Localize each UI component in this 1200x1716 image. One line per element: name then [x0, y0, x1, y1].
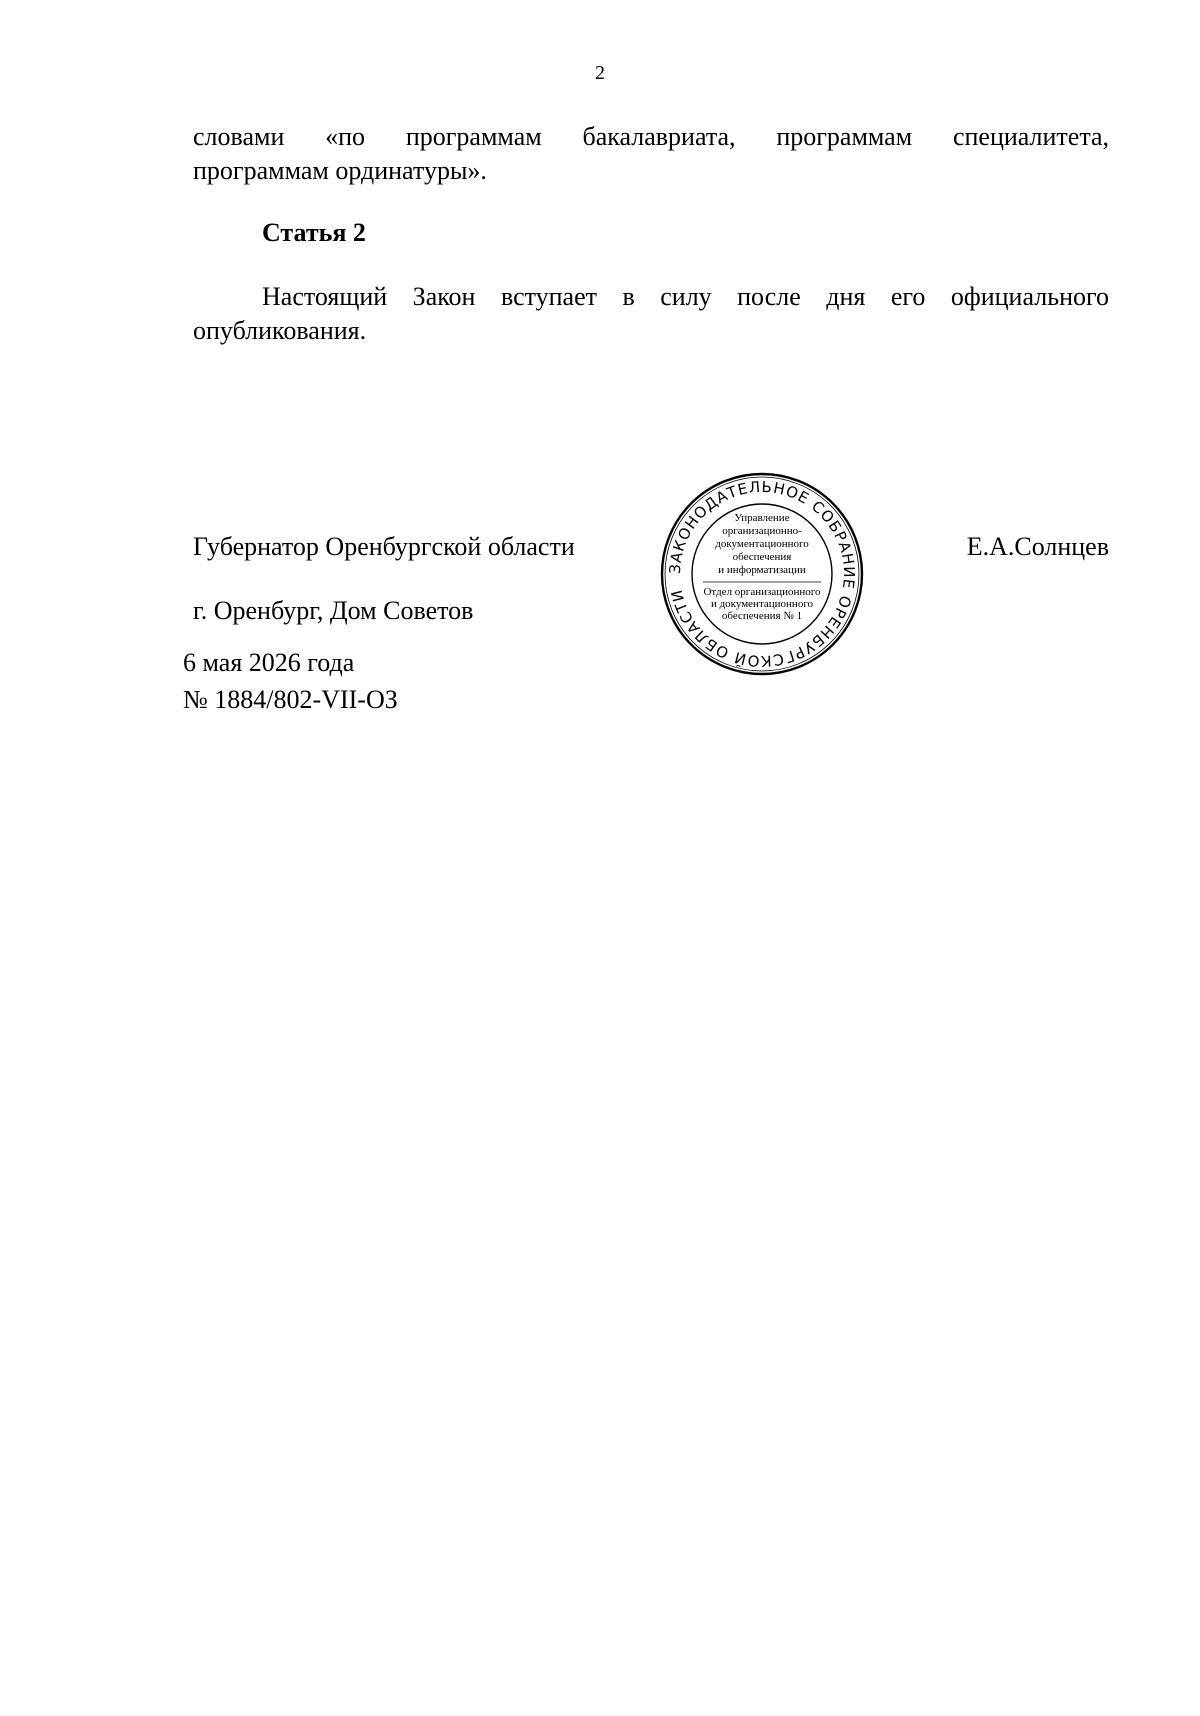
article-heading: Статья 2 — [262, 218, 366, 247]
paragraph-1 — [193, 120, 1109, 188]
paragraph-1-word: словами — [193, 122, 285, 151]
seal-inner-line: документационного — [715, 538, 809, 550]
paragraph-1-word: программам — [776, 122, 913, 151]
seal-inner-line: организационно- — [722, 525, 802, 537]
paragraph-2-line-2: опубликования. — [193, 316, 367, 345]
signing-date: 6 мая 2026 года — [183, 648, 355, 677]
page-number: 2 — [595, 62, 605, 84]
seal-ring-text: ЗАКОНОДАТЕЛЬНОЕ СОБРАНИЕ ОРЕНБУРГСКОЙ ОБЛАСТИ — [665, 477, 859, 671]
paragraph-1-word: бакалавриата, — [582, 122, 736, 151]
paragraph-2 — [193, 280, 1109, 348]
official-seal — [659, 471, 865, 677]
seal-inner-line: обеспечения — [732, 551, 792, 563]
governor-name: Е.А.Солнцев — [966, 532, 1109, 561]
governor-title: Губернатор Оренбургской области — [193, 532, 575, 561]
law-number: № 1884/802-VII-ОЗ — [183, 685, 398, 714]
place-of-signing: г. Оренбург, Дом Советов — [193, 596, 474, 625]
seal-inner-line: и информатизации — [718, 564, 806, 576]
seal-inner-line: и документационного — [710, 598, 814, 610]
paragraph-1-line-2: программам ординатуры». — [193, 156, 487, 185]
seal-inner-line: Отдел организационного — [703, 586, 821, 598]
paragraph-1-word: программам — [405, 122, 542, 151]
seal-inner-line: Управление — [734, 512, 790, 524]
seal-inner-text — [703, 512, 821, 622]
seal-inner-line: обеспечения № 1 — [721, 610, 803, 622]
paragraph-1-word: специалитета, — [952, 122, 1110, 151]
paragraph-1-line-1 — [193, 120, 1109, 154]
paragraph-2-line-1: Настоящий Закон вступает в силу после дня его официального — [262, 282, 1109, 311]
paragraph-1-word: «по — [325, 122, 366, 151]
